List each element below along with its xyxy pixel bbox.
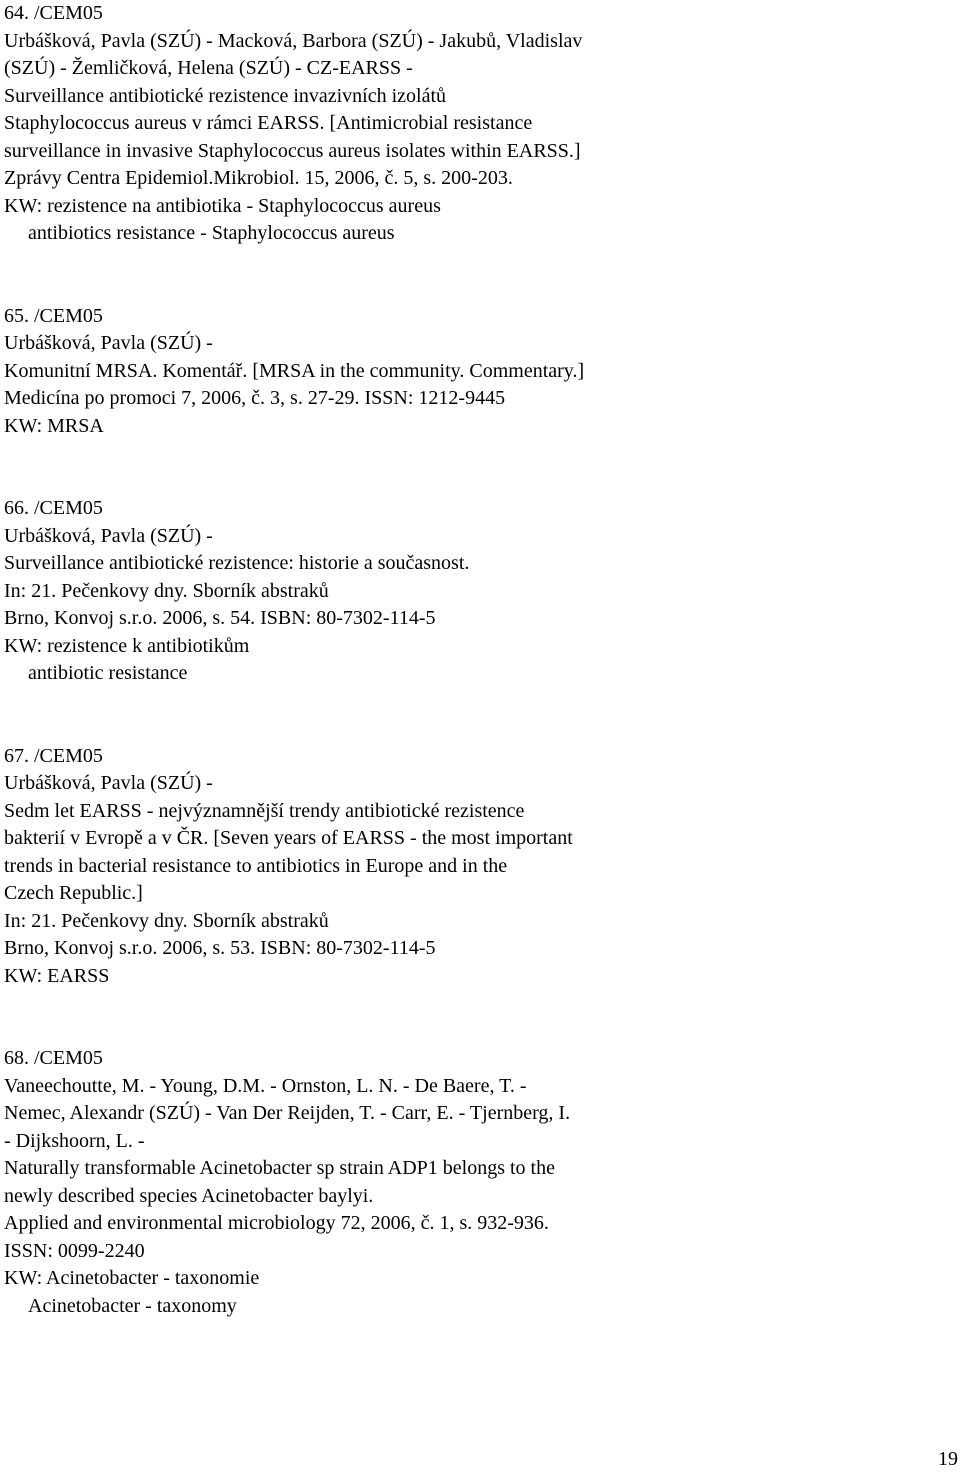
bibliography-page [4,0,944,1320]
entry-title: Czech Republic.] [4,882,143,904]
page-number: 19 [938,1448,958,1470]
entry-title: Sedm let EARSS - nejvýznamnější trendy antibiotické rezistence [4,799,525,822]
entry-keywords-english: antibiotics resistance - Staphylococcus aureus [28,222,395,244]
entry-title: Staphylococcus aureus v rámci EARSS. [Antimicrobial resistance [4,112,533,134]
entry-authors: Urbášková, Pavla (SZÚ) - [4,332,213,354]
entry-title: Komunitní MRSA. Komentář. [MRSA in the community. Commentary.] [4,359,585,382]
entry-keywords: KW: rezistence na antibiotika - Staphylococcus aureus [4,194,441,217]
entry-title: Naturally transformable Acinetobacter sp strain ADP1 belongs to the [4,1157,555,1179]
entry-keywords: KW: rezistence k antibiotikům [4,634,250,657]
bibliography-entry-68 [4,1045,944,1320]
entry-authors: Vaneechoutte, M. - Young, D.M. - Ornston, L. N. - De Baere, T. - [4,1074,527,1097]
bibliography-entry-67 [4,743,944,991]
entry-authors: Urbášková, Pavla (SZÚ) - [4,524,213,547]
entry-keywords: KW: Acinetobacter - taxonomie [4,1267,260,1289]
entry-keywords-english: Acinetobacter - taxonomy [28,1294,237,1317]
entry-source: Brno, Konvoj s.r.o. 2006, s. 54. ISBN: 80-7302-114-5 [4,607,436,629]
entry-issn: ISSN: 0099-2240 [4,1239,145,1262]
entry-keywords: KW: EARSS [4,964,110,987]
entry-title: Surveillance antibiotické rezistence invazivních izolátů [4,84,447,107]
entry-title: Surveillance antibiotické rezistence: historie a současnost. [4,552,470,574]
entry-source: Brno, Konvoj s.r.o. 2006, s. 53. ISBN: 80-7302-114-5 [4,937,436,959]
entry-keywords: KW: MRSA [4,414,104,437]
entry-id: 64. /CEM05 [4,2,103,24]
entry-authors: (SZÚ) - Žemličková, Helena (SZÚ) - CZ-EARSS - [4,57,413,79]
entry-title: bakterií v Evropě a v ČR. [Seven years of EARSS - the most important [4,827,573,849]
bibliography-entry-65 [4,303,944,441]
bibliography-entry-64 [4,0,944,248]
entry-source: In: 21. Pečenkovy dny. Sborník abstraků [4,579,329,602]
bibliography-entry-66 [4,495,944,688]
entry-keywords-english: antibiotic resistance [28,662,188,684]
entry-authors: - Dijkshoorn, L. - [4,1129,145,1152]
entry-source: Zprávy Centra Epidemiol.Mikrobiol. 15, 2006, č. 5, s. 200-203. [4,167,513,189]
entry-id: 67. /CEM05 [4,744,103,767]
entry-authors: Nemec, Alexandr (SZÚ) - Van Der Reijden, T. - Carr, E. - Tjernberg, I. [4,1102,571,1124]
entry-id: 65. /CEM05 [4,304,103,327]
entry-title: trends in bacterial resistance to antibiotics in Europe and in the [4,854,508,877]
entry-authors: Urbášková, Pavla (SZÚ) - Macková, Barbora (SZÚ) - Jakubů, Vladislav [4,29,583,52]
entry-authors: Urbášková, Pavla (SZÚ) - [4,772,213,794]
entry-source: Medicína po promoci 7, 2006, č. 3, s. 27-29. ISSN: 1212-9445 [4,387,506,409]
entry-source: Applied and environmental microbiology 72, 2006, č. 1, s. 932-936. [4,1212,549,1234]
entry-title: newly described species Acinetobacter baylyi. [4,1184,374,1207]
entry-source: In: 21. Pečenkovy dny. Sborník abstraků [4,909,329,932]
entry-title: surveillance in invasive Staphylococcus aureus isolates within EARSS.] [4,139,581,162]
entry-id: 66. /CEM05 [4,497,103,519]
entry-id: 68. /CEM05 [4,1047,103,1069]
